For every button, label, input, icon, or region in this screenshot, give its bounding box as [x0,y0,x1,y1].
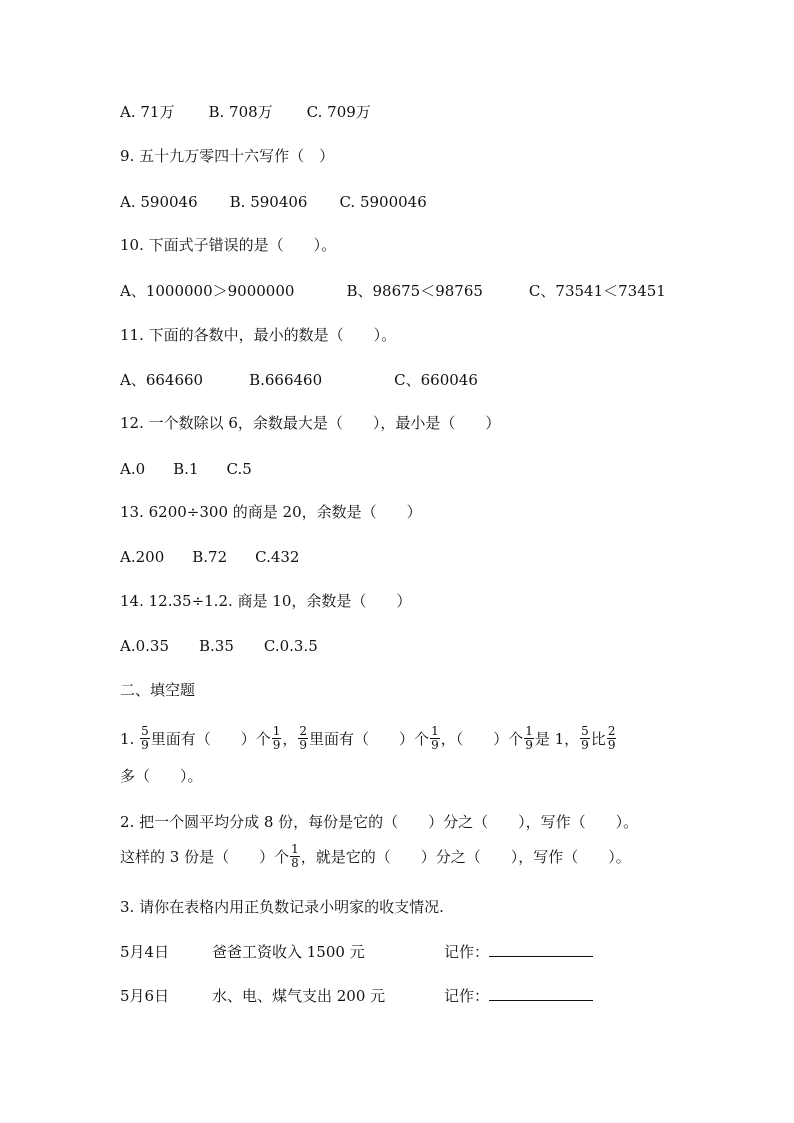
fill1-number: 1. [120,730,135,748]
q10-options [120,281,666,301]
q8-options [120,102,371,122]
fraction-denominator: 9 [525,737,533,752]
fraction-denominator: 9 [607,737,616,752]
fill1-text: 里面有（ ）个 [309,730,430,748]
fraction-numerator: 1 [525,723,533,738]
fraction-1-9 [524,725,534,752]
fraction-1-9 [272,725,282,752]
record-row [120,986,593,1006]
fraction-numerator: 1 [431,723,439,738]
fraction-2-9 [298,725,308,752]
fraction-numerator: 2 [607,723,616,738]
record-date: 5月4日 [120,943,170,961]
fraction-1-9 [430,725,440,752]
q14-options [120,636,318,656]
record-description: 爸爸工资收入 1500 元 [212,943,365,961]
q14-option-a: A.0.35 [120,637,169,655]
q11-option-a: A、664660 [120,371,204,389]
q9-option-a: A. 590046 [120,193,198,211]
q14-stem: 14. 12.35÷1.2. 商是 10，余数是（ ） [120,592,412,610]
fraction-numerator: 1 [272,723,281,738]
q13-stem: 13. 6200÷300 的商是 20，余数是（ ） [120,503,422,521]
section-title: 二、填空题 [120,681,196,699]
record-date: 5月6日 [120,987,170,1005]
q12-option-a: A.0 [120,460,146,478]
q10-option-a: A、1000000＞9000000 [120,282,295,300]
q11-options [120,370,478,390]
fraction-2-9 [607,725,617,752]
q11-stem: 11. 下面的各数中，最小的数是（ ）。 [120,326,397,344]
q9-stem: 9. 五十九万零四十六写作（ ） [120,147,335,165]
q8-option-a: A. 71万 [120,103,175,121]
q10-option-b: B、98675＜98765 [346,282,483,300]
fill1-text: 比 [590,730,606,748]
q13-option-a: A.200 [120,548,165,566]
fraction-denominator: 9 [141,737,149,752]
q11-option-b: B.666460 [249,371,323,389]
fraction-denominator: 8 [291,855,299,870]
q13-options [120,547,299,567]
fraction-numerator: 5 [141,723,149,738]
fill2-text: 这样的 3 份是（ ）个 [120,848,290,866]
q9-option-c: C. 5900046 [339,193,427,211]
q9-option-b: B. 590406 [229,193,308,211]
fraction-numerator: 2 [299,723,308,738]
fill1-line1 [120,724,617,754]
record-row [120,942,593,962]
record-label: 记作： [444,943,490,961]
fraction-denominator: 9 [431,737,439,752]
fill1-text: ，（ ）个 [440,730,524,748]
record-description: 水、电、煤气支出 200 元 [212,987,386,1005]
answer-blank[interactable] [489,986,593,1001]
answer-blank[interactable] [489,942,593,957]
fraction-numerator: 1 [291,841,299,856]
q13-option-b: B.72 [192,548,228,566]
q12-option-c: C.5 [226,460,252,478]
fraction-5-9 [140,725,150,752]
fraction-1-8 [290,843,300,870]
fill2-line1: 2. 把一个圆平均分成 8 份，每份是它的（ ）分之（ ），写作（ ）。 [120,813,639,831]
q12-stem: 12. 一个数除以 6，余数最大是（ ），最小是（ ） [120,414,501,432]
fraction-denominator: 9 [581,737,589,752]
fraction-5-9 [580,725,590,752]
q10-option-c: C、73541＜73451 [528,282,666,300]
q14-option-b: B.35 [199,637,234,655]
fill3-stem: 3. 请你在表格内用正负数记录小明家的收支情况. [120,898,444,916]
q11-option-c: C、660046 [394,371,478,389]
fill2-line2 [120,842,631,872]
q10-stem: 10. 下面式子错误的是（ ）。 [120,236,337,254]
fill2-text: ，就是它的（ ）分之（ ），写作（ ）。 [300,848,631,866]
q12-option-b: B.1 [173,460,199,478]
fill1-text: ， [282,730,298,748]
q14-option-c: C.0.3.5 [263,637,318,655]
q12-options [120,459,252,479]
fraction-denominator: 9 [299,737,308,752]
q13-option-c: C.432 [255,548,300,566]
fill1-text: 里面有（ ）个 [150,730,271,748]
q9-options [120,192,427,212]
fill1-line2: 多（ ）。 [120,767,203,785]
fraction-denominator: 9 [272,737,281,752]
q8-option-c: C. 709万 [306,103,371,121]
q8-option-b: B. 708万 [208,103,273,121]
fraction-numerator: 5 [581,723,589,738]
fill1-text: 是 1， [534,730,580,748]
record-label: 记作： [444,987,490,1005]
